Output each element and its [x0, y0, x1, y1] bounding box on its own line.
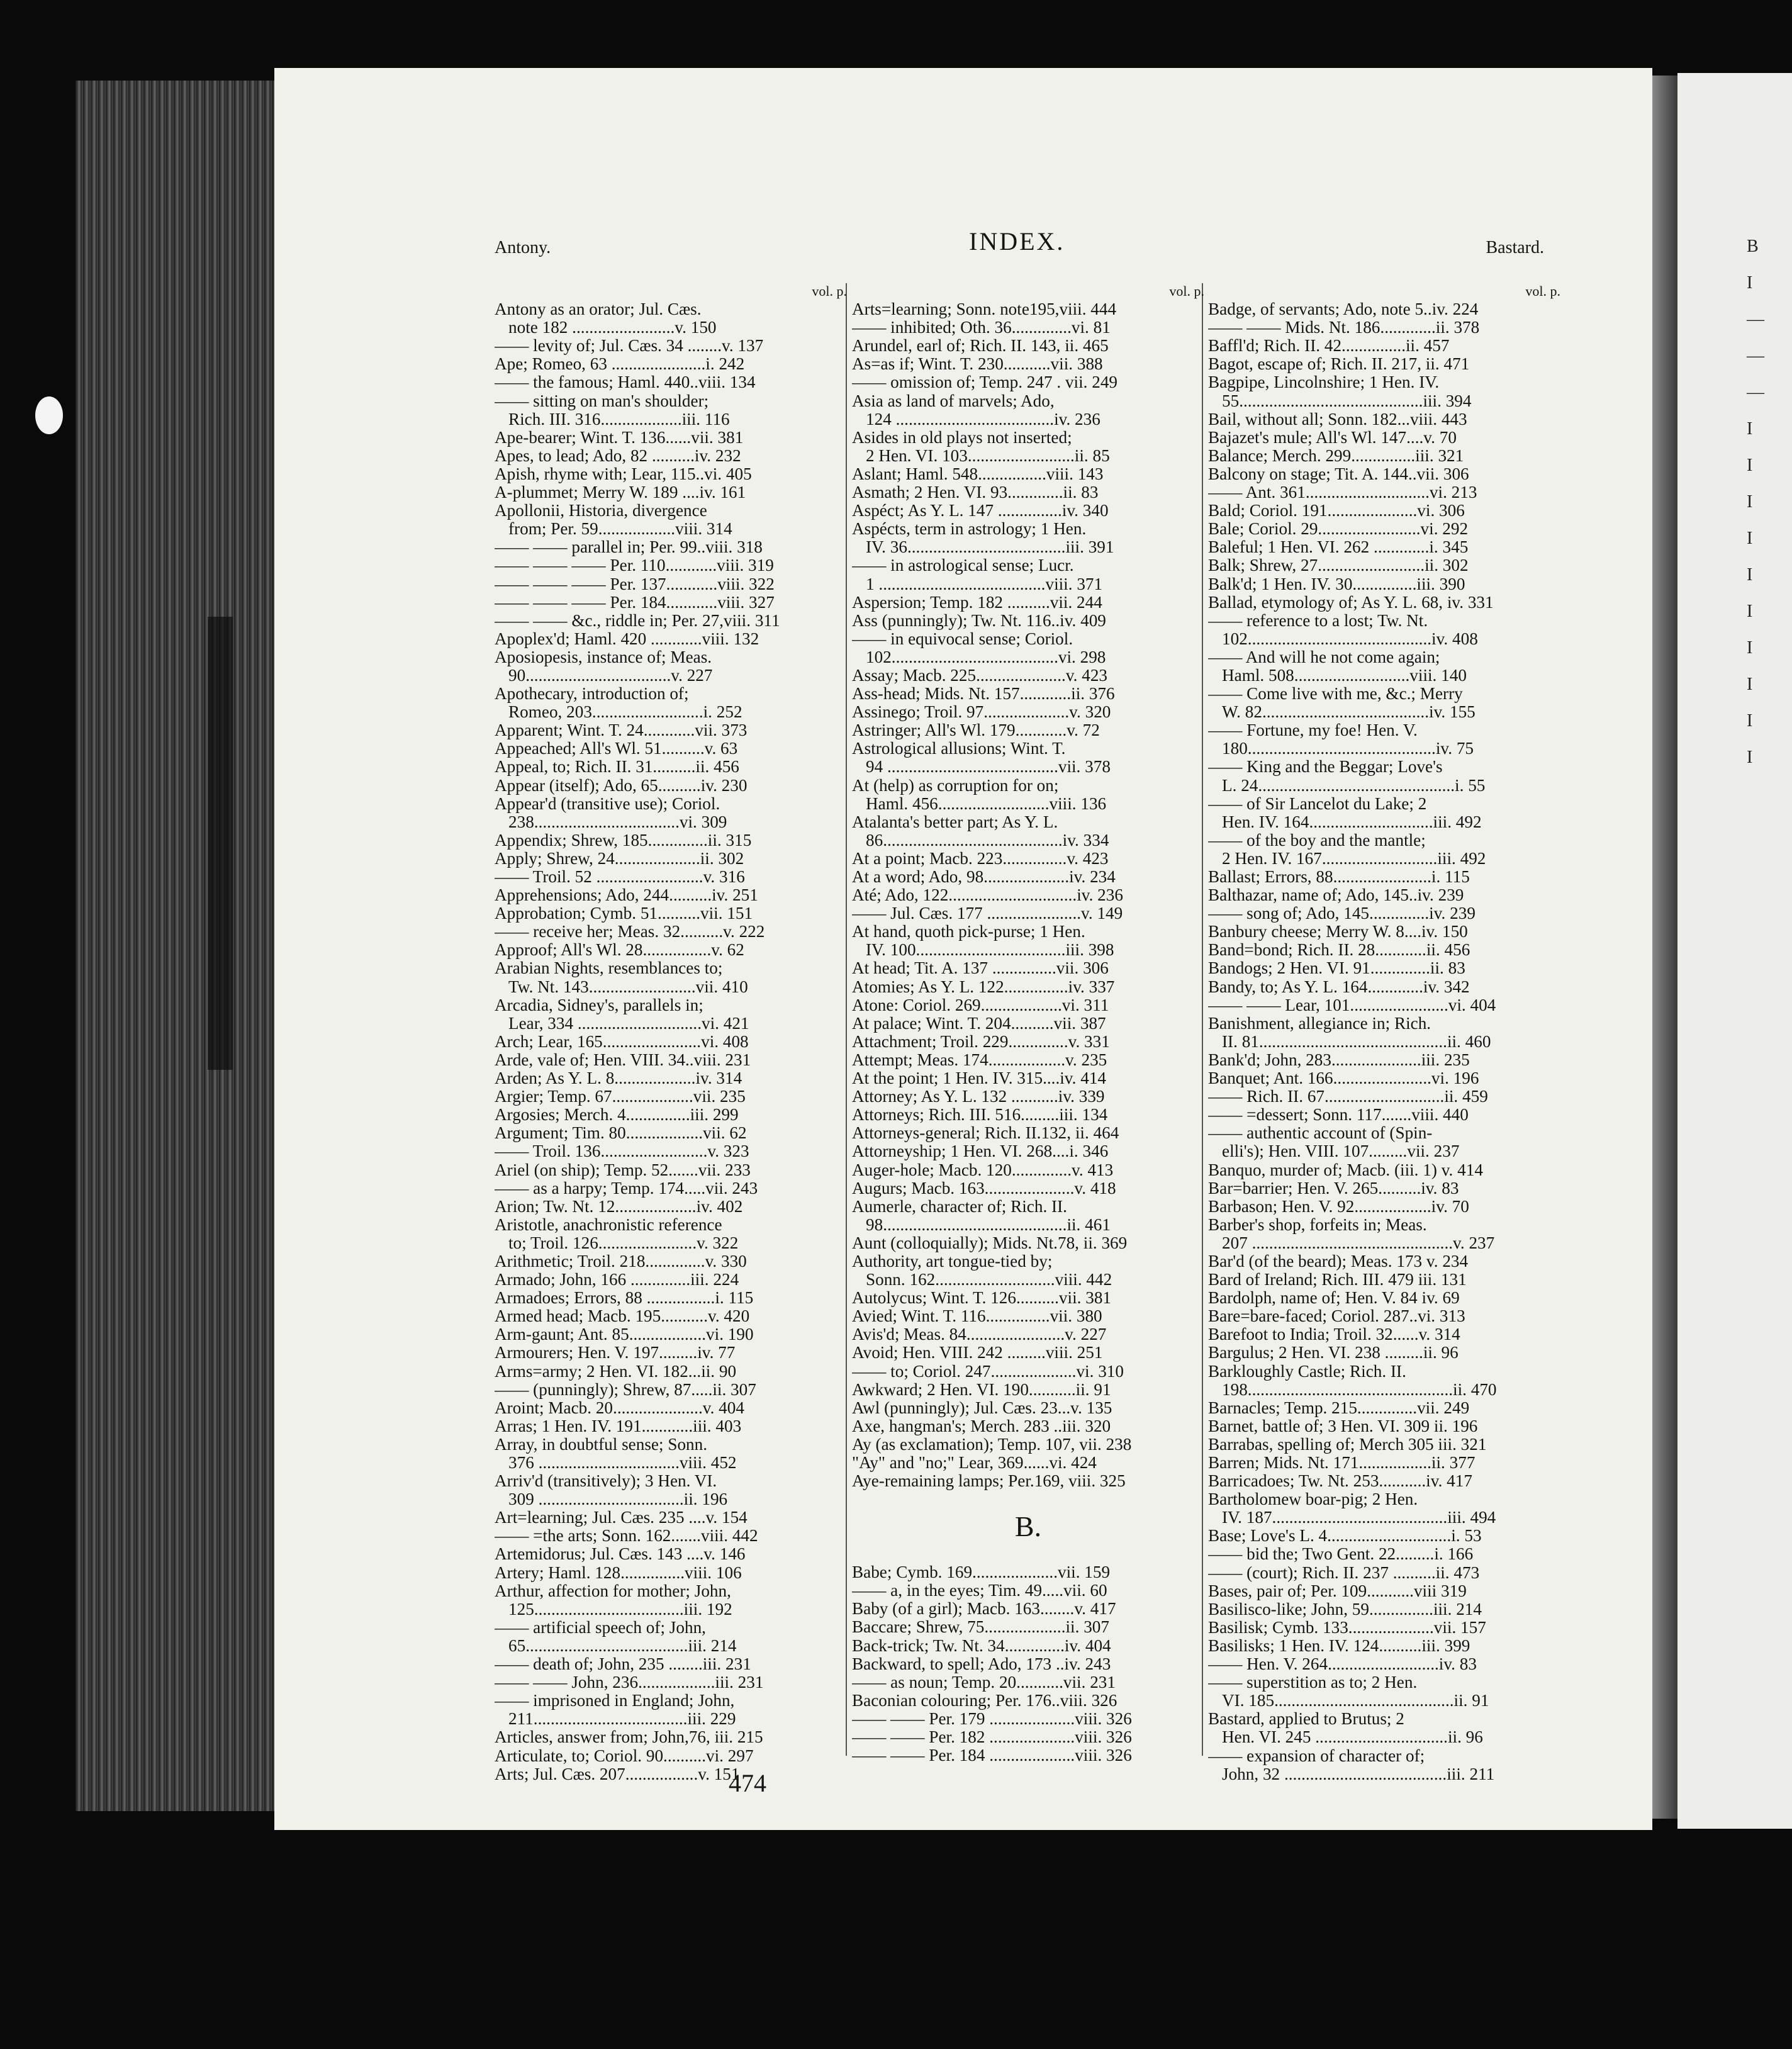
index-entry: Appeal, to; Rich. II. 31..........ii. 456	[495, 758, 739, 777]
index-entry: —— —— Mids. Nt. 186.............ii. 378	[1208, 318, 1480, 337]
index-entry: Armadoes; Errors, 88 ................i. 115	[495, 1289, 754, 1308]
index-entry: At palace; Wint. T. 204..........vii. 387	[852, 1014, 1106, 1033]
index-entry: Arriv'd (transitively); 3 Hen. VI.	[495, 1472, 717, 1491]
index-entry: A-plummet; Merry W. 189 ....iv. 161	[495, 483, 746, 502]
index-entry: Ballad, etymology of; As Y. L. 68, iv. 331	[1208, 593, 1494, 612]
index-entry: Back-trick; Tw. Nt. 34..............iv. 404	[852, 1636, 1111, 1655]
index-entry: 102.......................................vi. 298	[866, 648, 1106, 666]
index-entry: Basilisk; Cymb. 133....................vii. 157	[1208, 1618, 1486, 1637]
index-entry: Arts=learning; Sonn. note195,viii. 444	[852, 300, 1117, 319]
facing-page-letter: I	[1747, 711, 1753, 731]
index-entry: to; Troil. 126.......................v. 322	[508, 1233, 739, 1252]
index-entry: Astringer; All's Wl. 179............v. 72	[852, 721, 1100, 740]
facing-page-letter: —	[1747, 346, 1764, 366]
index-entry: Arcadia, Sidney's, parallels in;	[495, 996, 703, 1014]
index-entry: Haml. 456..........................viii. 136	[866, 794, 1107, 813]
index-entry: Attempt; Meas. 174..................v. 235	[852, 1050, 1107, 1069]
index-entry: Balk'd; 1 Hen. IV. 30...............iii. 390	[1208, 575, 1465, 593]
index-entry: Atalanta's better part; As Y. L.	[852, 812, 1058, 831]
index-entry: Hen. VI. 245 ...............................ii. 96	[1222, 1728, 1483, 1747]
index-entry: Ballast; Errors, 88.......................i. 115	[1208, 868, 1470, 886]
facing-page-letter: —	[1747, 383, 1764, 402]
index-entry: —— a, in the eyes; Tim. 49.....vii. 60	[852, 1581, 1107, 1600]
index-entry: Bar'd (of the beard); Meas. 173 v. 234	[1208, 1252, 1469, 1271]
index-entry: Bale; Coriol. 29........................vi. 292	[1208, 520, 1469, 539]
index-entry: —— expansion of character of;	[1208, 1746, 1425, 1765]
index-entry: Ass (punningly); Tw. Nt. 116..iv. 409	[852, 611, 1106, 630]
index-entry: At hand, quoth pick-purse; 1 Hen.	[852, 923, 1085, 941]
index-entry: 124 .....................................iv. 236	[866, 410, 1100, 429]
index-entry: Apish, rhyme with; Lear, 115..vi. 405	[495, 464, 752, 483]
header-right-guideword: Bastard.	[1486, 238, 1544, 257]
index-entry: Autolycus; Wint. T. 126..........vii. 381	[852, 1289, 1112, 1308]
index-entry: Tw. Nt. 143.........................vii. 410	[508, 977, 748, 996]
index-entry: —— omission of; Temp. 247 . vii. 249	[852, 373, 1118, 392]
index-entry: Banquet; Ant. 166.......................vi. 196	[1208, 1069, 1479, 1088]
index-entry: Appendix; Shrew, 185..............ii. 315	[495, 831, 752, 850]
index-entry: —— in astrological sense; Lucr.	[852, 556, 1074, 575]
index-entry: At a point; Macb. 223...............v. 423	[852, 849, 1109, 868]
index-entry: Baby (of a girl); Macb. 163........v. 417	[852, 1600, 1116, 1619]
index-entry: Haml. 508...........................viii. 140	[1222, 666, 1467, 685]
index-entry: Attachment; Troil. 229..............v. 331	[852, 1032, 1110, 1051]
index-entry: —— reference to a lost; Tw. Nt.	[1208, 611, 1428, 630]
index-entry: Apply; Shrew, 24....................ii. 302	[495, 849, 744, 868]
index-entry: Avied; Wint. T. 116...............vii. 380	[852, 1307, 1102, 1326]
index-entry: Arabian Nights, resemblances to;	[495, 959, 723, 978]
index-entry: Appeached; All's Wl. 51..........v. 63	[495, 739, 738, 758]
index-entry: Aunt (colloquially); Mids. Nt.78, ii. 369	[852, 1233, 1128, 1252]
index-entry: 125...................................iii. 192	[508, 1600, 732, 1619]
index-entry: VI. 185..........................................ii. 91	[1222, 1692, 1489, 1710]
index-entry: —— Rich. II. 67............................ii. 459	[1208, 1087, 1488, 1106]
index-entry: Attorneyship; 1 Hen. VI. 268....i. 346	[852, 1142, 1109, 1161]
index-entry: IV. 36.....................................iii. 391	[866, 538, 1114, 557]
index-entry: Baccare; Shrew, 75...................ii. 307	[852, 1618, 1109, 1637]
index-entry: —— —— —— Per. 110............viii. 319	[495, 556, 774, 575]
index-entry: W. 82.......................................iv. 155	[1222, 703, 1476, 722]
index-entry: Attorneys; Rich. III. 516.........iii. 134	[852, 1106, 1108, 1125]
index-entry: Bandogs; 2 Hen. VI. 91..............ii. 83	[1208, 959, 1465, 978]
index-entry: Bank'd; John, 283.....................iii. 235	[1208, 1050, 1470, 1069]
index-entry: 211....................................iii. 229	[508, 1710, 736, 1729]
index-entry: Aroint; Macb. 20.....................v. 404	[495, 1398, 744, 1417]
index-entry: —— sitting on man's shoulder;	[495, 391, 709, 410]
index-entry: 98...........................................ii. 461	[866, 1215, 1111, 1234]
index-entry: Apprehensions; Ado, 244..........iv. 251	[495, 886, 758, 905]
index-entry: Barefoot to India; Troil. 32......v. 314	[1208, 1325, 1460, 1344]
index-entry: —— —— Lear, 101.......................vi. 404	[1208, 996, 1496, 1014]
index-entry: —— inhibited; Oth. 36..............vi. 81	[852, 318, 1111, 337]
index-entry: Aspécts, term in astrology; 1 Hen.	[852, 520, 1087, 539]
index-entry: Ay (as exclamation); Temp. 107, vii. 238	[852, 1435, 1132, 1454]
index-entry: Arts; Jul. Cæs. 207.................v. 151	[495, 1765, 740, 1783]
index-entry: Asides in old plays not inserted;	[852, 428, 1072, 447]
column-heading: vol. p.	[812, 283, 847, 299]
index-entry: Base; Love's L. 4.............................i. 53	[1208, 1527, 1482, 1546]
index-entry: Bajazet's mule; All's Wl. 147....v. 70	[1208, 428, 1457, 447]
index-entry: Barnacles; Temp. 215..............vii. 249	[1208, 1398, 1470, 1417]
index-entry: IV. 187.........................................iii. 494	[1222, 1508, 1496, 1527]
index-entry: Approof; All's Wl. 28................v. 62	[495, 941, 744, 960]
index-entry: Antony as an orator; Jul. Cæs.	[495, 300, 702, 319]
index-entry: 86..........................................iv. 334	[866, 831, 1109, 850]
index-entry: As=as if; Wint. T. 230...........vii. 388	[852, 355, 1103, 374]
index-entry: Arms=army; 2 Hen. VI. 182...ii. 90	[495, 1362, 737, 1381]
index-entry: Attorney; As Y. L. 132 ...........iv. 339	[852, 1087, 1105, 1106]
facing-page-letter: I	[1747, 602, 1753, 621]
index-entry: —— receive her; Meas. 32..........v. 222	[495, 923, 765, 941]
running-header	[491, 227, 1554, 264]
index-entry: Bastard, applied to Brutus; 2	[1208, 1710, 1404, 1729]
index-entry: IV. 100...................................iii. 398	[866, 941, 1114, 960]
index-entry: Aristotle, anachronistic reference	[495, 1215, 722, 1234]
index-entry: Astrological allusions; Wint. T.	[852, 739, 1066, 758]
index-entry: —— superstition as to; 2 Hen.	[1208, 1673, 1418, 1692]
index-entry: Basilisco-like; John, 59...............iii. 214	[1208, 1600, 1482, 1619]
index-entry: Assay; Macb. 225.....................v. 423	[852, 666, 1108, 685]
index-entry: At head; Tit. A. 137 ...............vii. 306	[852, 959, 1109, 978]
index-entry: —— —— —— Per. 137............viii. 322	[495, 575, 775, 593]
facing-page-letter: B	[1747, 237, 1759, 256]
facing-page-letter: I	[1747, 529, 1753, 548]
page-edge-stamp	[208, 617, 233, 1070]
index-entry: 2 Hen. VI. 103.........................ii. 85	[866, 446, 1110, 465]
index-entry: —— Hen. V. 264..........................iv. 83	[1208, 1655, 1477, 1674]
index-entry: Auger-hole; Macb. 120..............v. 413	[852, 1160, 1114, 1179]
index-entry: 309 ..................................ii. 196	[508, 1490, 728, 1509]
index-column-1	[495, 282, 847, 1783]
index-entry: —— —— —— Per. 184............viii. 327	[495, 593, 775, 612]
index-entry: L. 24..............................................i. 55	[1222, 776, 1486, 795]
index-entry: —— Troil. 52 .........................v. 316	[495, 868, 745, 886]
index-entry: Barbason; Hen. V. 92..................iv. 70	[1208, 1197, 1469, 1216]
index-entry: Arras; 1 Hen. IV. 191............iii. 403	[495, 1417, 742, 1435]
book-gutter	[1652, 76, 1677, 1819]
index-entry: 180............................................iv. 75	[1222, 739, 1474, 758]
scan-speck	[35, 396, 63, 434]
index-entry: Ape; Romeo, 63 ......................i. 242	[495, 355, 745, 374]
index-entry: Assinego; Troil. 97....................v. 320	[852, 703, 1111, 722]
index-entry: Asia as land of marvels; Ado,	[852, 391, 1055, 410]
index-entry: —— Ant. 361.............................vi. 213	[1208, 483, 1477, 502]
index-entry: Barrabas, spelling of; Merch 305 iii. 321	[1208, 1435, 1487, 1454]
index-entry: Arden; As Y. L. 8...................iv. 314	[495, 1069, 742, 1088]
index-entry: Atomies; As Y. L. 122...............iv. 337	[852, 977, 1115, 996]
index-entry: Apes, to lead; Ado, 82 ..........iv. 232	[495, 446, 741, 465]
header-title: INDEX.	[969, 227, 1065, 255]
page-number: 474	[729, 1769, 766, 1797]
index-entry: Hen. IV. 164.............................iii. 492	[1222, 812, 1482, 831]
index-entry: Aye-remaining lamps; Per.169, viii. 325	[852, 1472, 1126, 1491]
index-entry: Rich. III. 316...................iii. 116	[508, 410, 730, 429]
index-entry: —— imprisoned in England; John,	[495, 1692, 735, 1710]
facing-page-letter: —	[1747, 310, 1764, 329]
index-entry: Bagot, escape of; Rich. II. 217, ii. 471	[1208, 355, 1470, 374]
index-entry: —— Come live with me, &c.; Merry	[1208, 685, 1463, 704]
index-entry: 2 Hen. IV. 167...........................iii. 492	[1222, 849, 1486, 868]
index-entry: —— —— &c., riddle in; Per. 27,viii. 311	[495, 611, 780, 630]
index-entry: —— Jul. Cæs. 177 ......................v. 149	[852, 904, 1123, 923]
index-entry: "Ay" and "no;" Lear, 369......vi. 424	[852, 1454, 1097, 1472]
index-entry: 207 ...............................................v. 237	[1222, 1233, 1495, 1252]
index-entry: Appear'd (transitive use); Coriol.	[495, 794, 720, 813]
index-entry: Ariel (on ship); Temp. 52.......vii. 233	[495, 1160, 751, 1179]
index-entry: —— death of; John, 235 ........iii. 231	[495, 1655, 751, 1674]
column-heading: vol. p.	[1525, 283, 1560, 299]
index-entry: Aumerle, character of; Rich. II.	[852, 1197, 1067, 1216]
index-entry: —— as a harpy; Temp. 174.....vii. 243	[495, 1179, 758, 1198]
index-entry: —— of the boy and the mantle;	[1208, 831, 1426, 850]
index-entry: Arch; Lear, 165.......................vi. 408	[495, 1032, 749, 1051]
index-entry: elli's); Hen. VIII. 107.........vii. 237	[1222, 1142, 1460, 1161]
index-entry: Articles, answer from; John,76, iii. 215	[495, 1728, 763, 1747]
index-entry: Backward, to spell; Ado, 173 ..iv. 243	[852, 1654, 1111, 1673]
index-entry: Bandy, to; As Y. L. 164.............iv. 342	[1208, 977, 1470, 996]
index-entry: —— of Sir Lancelot du Lake; 2	[1208, 794, 1427, 813]
index-entry: —— —— Per. 184 ....................viii. 326	[852, 1746, 1132, 1765]
index-entry: Armed head; Macb. 195...........v. 420	[495, 1307, 750, 1326]
section-letter: B.	[1014, 1510, 1042, 1543]
index-entry: Banbury cheese; Merry W. 8....iv. 150	[1208, 923, 1468, 941]
index-entry: Ass-head; Mids. Nt. 157............ii. 376	[852, 685, 1115, 704]
index-entry: Bagpipe, Lincolnshire; 1 Hen. IV.	[1208, 373, 1440, 392]
index-entry: Axe, hangman's; Merch. 283 ..iii. 320	[852, 1417, 1111, 1435]
index-entry: —— (punningly); Shrew, 87.....ii. 307	[495, 1380, 756, 1399]
index-entry: Balk; Shrew, 27.........................ii. 302	[1208, 556, 1469, 575]
index-entry: Balcony on stage; Tit. A. 144..vii. 306	[1208, 464, 1469, 483]
facing-page-letter: I	[1747, 565, 1753, 585]
index-entry: Arm-gaunt; Ant. 85..................vi. 190	[495, 1325, 754, 1344]
index-entry: Bar=barrier; Hen. V. 265..........iv. 83	[1208, 1179, 1459, 1198]
index-entry: Attorneys-general; Rich. II.132, ii. 464	[852, 1124, 1119, 1143]
index-entry: John, 32 ......................................iii. 211	[1222, 1765, 1495, 1783]
index-entry: Awkward; 2 Hen. VI. 190...........ii. 91	[852, 1380, 1111, 1399]
index-entry: Bases, pair of; Per. 109...........viii 319	[1208, 1581, 1467, 1600]
index-entry: 94 ........................................vii. 378	[866, 758, 1111, 777]
index-entry: —— authentic account of (Spin-	[1208, 1124, 1433, 1143]
index-entry: —— to; Coriol. 247....................vi. 310	[852, 1362, 1124, 1381]
index-entry: Babe; Cymb. 169....................vii. 159	[852, 1563, 1111, 1582]
index-entry: Awl (punningly); Jul. Cæs. 23...v. 135	[852, 1398, 1112, 1417]
index-entry: Bard of Ireland; Rich. III. 479 iii. 131	[1208, 1271, 1467, 1289]
index-entry: Artemidorus; Jul. Cæs. 143 ....v. 146	[495, 1545, 746, 1564]
index-entry: At a word; Ado, 98....................iv. 234	[852, 868, 1116, 886]
index-entry: Apparent; Wint. T. 24............vii. 373	[495, 721, 748, 740]
index-entry: —— (court); Rich. II. 237 ..........ii. 473	[1208, 1563, 1480, 1582]
index-entry: —— —— Per. 182 ....................viii. 326	[852, 1728, 1132, 1747]
index-entry: Appear (itself); Ado, 65..........iv. 230	[495, 776, 748, 795]
index-entry: —— bid the; Two Gent. 22.........i. 166	[1208, 1545, 1474, 1564]
index-entry: 238..................................vi. 309	[508, 812, 727, 831]
index-entry: Sonn. 162............................viii. 442	[866, 1271, 1112, 1289]
index-entry: Arithmetic; Troil. 218..............v. 330	[495, 1252, 747, 1271]
column-heading: vol. p.	[1169, 283, 1204, 299]
index-entry: Apoplex'd; Haml. 420 ............viii. 132	[495, 629, 759, 648]
index-entry: 55...........................................iii. 394	[1222, 391, 1472, 410]
index-entry: At (help) as corruption for on;	[852, 776, 1059, 795]
book-page-edges	[76, 81, 277, 1811]
index-entry: Apothecary, introduction of;	[495, 685, 689, 704]
index-entry: Artery; Haml. 128...............viii. 106	[495, 1563, 742, 1582]
index-entry: 65......................................iii. 214	[508, 1636, 737, 1655]
index-entry: —— levity of; Jul. Cæs. 34 ........v. 137	[495, 337, 764, 356]
index-entry: Atone: Coriol. 269...................vi. 311	[852, 996, 1109, 1014]
index-entry: Até; Ado, 122..............................iv. 236	[852, 886, 1123, 905]
index-entry: 376 .................................viii. 452	[508, 1454, 737, 1472]
index-entry: Augurs; Macb. 163.....................v. 418	[852, 1179, 1116, 1198]
index-entry: Avis'd; Meas. 84.......................v. 227	[852, 1325, 1107, 1344]
index-entry: Ape-bearer; Wint. T. 136......vii. 381	[495, 428, 744, 447]
index-entry: Banishment, allegiance in; Rich.	[1208, 1014, 1431, 1033]
index-entry: Aspéct; As Y. L. 147 ...............iv. 340	[852, 502, 1109, 520]
index-entry: Approbation; Cymb. 51..........vii. 151	[495, 904, 753, 923]
facing-page-letter: I	[1747, 748, 1753, 767]
index-entry: Baconian colouring; Per. 176..viii. 326	[852, 1691, 1117, 1710]
index-entry: Bargulus; 2 Hen. VI. 238 .........ii. 96	[1208, 1344, 1459, 1362]
index-entry: Authority, art tongue-tied by;	[852, 1252, 1053, 1271]
index-entry: Romeo, 203..........................i. 252	[508, 703, 742, 722]
index-entry: Band=bond; Rich. II. 28............ii. 456	[1208, 941, 1470, 960]
facing-page-letter: I	[1747, 675, 1753, 694]
index-entry: Argosies; Merch. 4...............iii. 299	[495, 1106, 739, 1125]
index-entry: 1 .......................................viii. 371	[866, 575, 1103, 593]
index-entry: —— =dessert; Sonn. 117.......viii. 440	[1208, 1106, 1469, 1125]
index-entry: Barricadoes; Tw. Nt. 253...........iv. 417	[1208, 1472, 1472, 1491]
index-entry: Bail, without all; Sonn. 182...viii. 443	[1208, 410, 1467, 429]
index-entry: Barren; Mids. Nt. 171.................ii. 377	[1208, 1454, 1476, 1472]
index-entry: Array, in doubtful sense; Sonn.	[495, 1435, 708, 1454]
index-column-2	[852, 282, 1204, 1765]
index-entry: note 182 ........................v. 150	[508, 318, 717, 337]
index-entry: At the point; 1 Hen. IV. 315....iv. 414	[852, 1069, 1107, 1088]
index-entry: Arthur, affection for mother; John,	[495, 1581, 731, 1600]
index-entry: Bald; Coriol. 191.....................vi. 306	[1208, 502, 1465, 520]
index-entry: 90..................................v. 227	[508, 666, 713, 685]
index-entry: Bardolph, name of; Hen. V. 84 iv. 69	[1208, 1289, 1460, 1308]
index-entry: Lear, 334 .............................vi. 421	[508, 1014, 749, 1033]
index-entry: Badge, of servants; Ado, note 5..iv. 224	[1208, 300, 1479, 319]
index-entry: Barkloughly Castle; Rich. II.	[1208, 1362, 1406, 1381]
index-entry: Basilisks; 1 Hen. IV. 124..........iii. 399	[1208, 1636, 1470, 1655]
index-entry: Arundel, earl of; Rich. II. 143, ii. 465	[852, 337, 1109, 356]
index-entry: Aslant; Haml. 548................viii. 143	[852, 464, 1104, 483]
index-entry: Arde, vale of; Hen. VIII. 34..viii. 231	[495, 1050, 751, 1069]
index-entry: Bare=bare-faced; Coriol. 287..vi. 313	[1208, 1307, 1465, 1326]
index-entry: Argument; Tim. 80..................vii. 62	[495, 1124, 747, 1143]
index-entry: —— —— Per. 179 ....................viii. 326	[852, 1709, 1132, 1728]
index-entry: Art=learning; Jul. Cæs. 235 ....v. 154	[495, 1508, 748, 1527]
index-entry: —— the famous; Haml. 440..viii. 134	[495, 373, 756, 392]
header-left-guideword: Antony.	[495, 238, 551, 257]
facing-page-letter: I	[1747, 492, 1753, 512]
index-entry: Balthazar, name of; Ado, 145..iv. 239	[1208, 886, 1464, 905]
index-entry: Baffl'd; Rich. II. 42...............ii. 457	[1208, 337, 1450, 356]
index-entry: Aposiopesis, instance of; Meas.	[495, 648, 712, 666]
index-entry: Apollonii, Historia, divergence	[495, 502, 707, 520]
index-entry: —— And will he not come again;	[1208, 648, 1440, 666]
index-entry: Baleful; 1 Hen. VI. 262 .............i. 345	[1208, 538, 1469, 557]
index-column-3	[1208, 282, 1560, 1783]
index-entry: from; Per. 59..................viii. 314	[508, 520, 732, 539]
index-entry: —— =the arts; Sonn. 162.......viii. 442	[495, 1527, 758, 1546]
index-entry: II. 81............................................ii. 460	[1222, 1032, 1491, 1051]
facing-page-letter: I	[1747, 419, 1753, 439]
index-entry: —— as noun; Temp. 20...........vii. 231	[852, 1673, 1116, 1692]
index-entry: Armado; John, 166 ..............iii. 224	[495, 1271, 739, 1289]
index-entry: Argier; Temp. 67...................vii. 235	[495, 1087, 746, 1106]
index-entry: 198................................................ii. 470	[1222, 1380, 1497, 1399]
facing-page-letter: I	[1747, 638, 1753, 658]
index-entry: Balance; Merch. 299...............iii. 321	[1208, 446, 1464, 465]
index-entry: Aspersion; Temp. 182 ..........vii. 244	[852, 593, 1102, 612]
index-entry: 102...........................................iv. 408	[1222, 629, 1478, 648]
index-entry: —— King and the Beggar; Love's	[1208, 758, 1443, 777]
index-entry: —— Troil. 136.........................v. 323	[495, 1142, 749, 1161]
facing-page-fragment	[1677, 73, 1792, 1829]
facing-page-letter: I	[1747, 273, 1753, 293]
index-entry: —— song of; Ado, 145..............iv. 239	[1208, 904, 1476, 923]
index-entry: Bartholomew boar-pig; 2 Hen.	[1208, 1490, 1418, 1509]
index-entry: —— —— John, 236..................iii. 231	[495, 1673, 764, 1692]
index-entry: —— Fortune, my foe! Hen. V.	[1208, 721, 1418, 740]
index-entry: Avoid; Hen. VIII. 242 .........viii. 251	[852, 1344, 1103, 1362]
index-entry: Arion; Tw. Nt. 12...................iv. 402	[495, 1197, 743, 1216]
index-entry: —— —— parallel in; Per. 99..viii. 318	[495, 538, 763, 557]
index-entry: Armourers; Hen. V. 197.........iv. 77	[495, 1344, 736, 1362]
index-entry: Barnet, battle of; 3 Hen. VI. 309 ii. 196	[1208, 1417, 1478, 1435]
index-entry: Barber's shop, forfeits in; Meas.	[1208, 1215, 1427, 1234]
index-entry: —— artificial speech of; John,	[495, 1618, 706, 1637]
index-entry: Banquo, murder of; Macb. (iii. 1) v. 414	[1208, 1160, 1483, 1179]
index-entry: —— in equivocal sense; Coriol.	[852, 629, 1073, 648]
index-entry: Asmath; 2 Hen. VI. 93.............ii. 83	[852, 483, 1099, 502]
index-entry: Articulate, to; Coriol. 90..........vi. 297	[495, 1746, 754, 1765]
facing-page-letter: I	[1747, 456, 1753, 475]
